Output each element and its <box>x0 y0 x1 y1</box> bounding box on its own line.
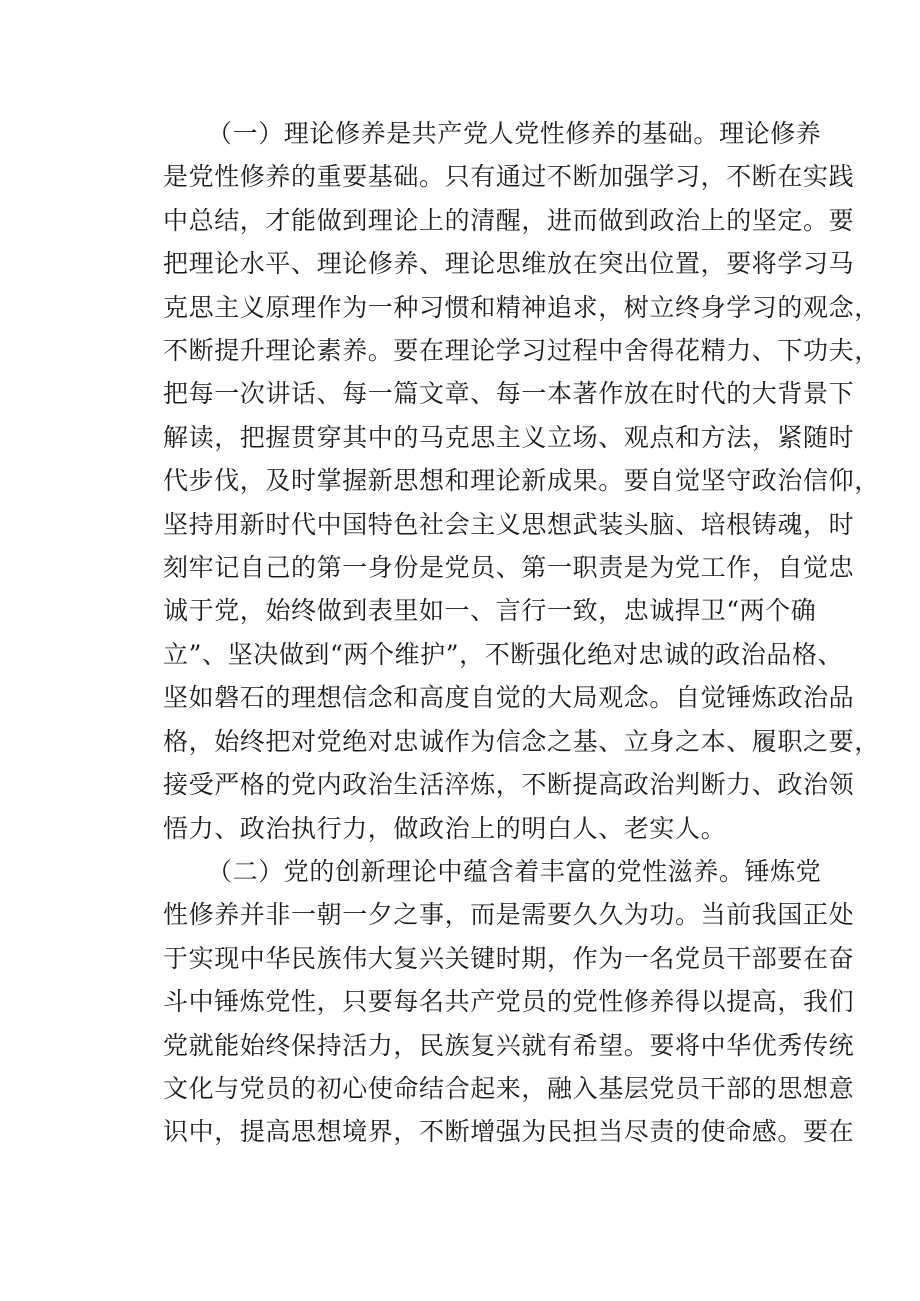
text-line: 斗中锤炼党性，只要每名共产党员的党性修养得以提高，我们 <box>163 987 855 1017</box>
text-line: 坚持用新时代中国特色社会主义思想武装头脑、培根铸魂，时 <box>163 509 855 539</box>
paragraph-1 <box>163 112 880 850</box>
text-line: 不断提升理论素养。要在理论学习过程中舍得花精力、下功夫， <box>163 336 880 366</box>
text-line: 格，始终把对党绝对忠诚作为信念之基、立身之本、履职之要， <box>163 726 880 756</box>
text-line: 文化与党员的初心使命结合起来，融入基层党员干部的思想意 <box>163 1073 855 1103</box>
text-line: 诚于党，始终做到表里如一、言行一致，忠诚捍卫“两个确 <box>163 596 817 626</box>
text-line: 把理论水平、理论修养、理论思维放在突出位置，要将学习马 <box>163 249 855 279</box>
text-line: 克思主义原理作为一种习惯和精神追求，树立终身学习的观念， <box>163 292 880 322</box>
document-body <box>163 112 880 1154</box>
text-line: 性修养并非一朝一夕之事，而是需要久久为功。当前我国正处 <box>163 900 855 930</box>
text-line: 刻牢记自己的第一身份是党员、第一职责是为党工作，自觉忠 <box>163 553 855 583</box>
text-line: 于实现中华民族伟大复兴关键时期，作为一名党员干部要在奋 <box>163 943 855 973</box>
text-line: 坚如磐石的理想信念和高度自觉的大局观念。自觉锤炼政治品 <box>163 683 855 713</box>
text-line: 解读，把握贯穿其中的马克思主义立场、观点和方法，紧随时 <box>163 422 855 452</box>
text-line: 识中，提高思想境界，不断增强为民担当尽责的使命感。要在 <box>163 1117 855 1147</box>
text-line: 党就能始终保持活力，民族复兴就有希望。要将中华优秀传统 <box>163 1030 855 1060</box>
text-line: 接受严格的党内政治生活淬炼，不断提高政治判断力、政治领 <box>163 770 855 800</box>
text-line: 是党性修养的重要基础。只有通过不断加强学习，不断在实践 <box>163 162 855 192</box>
text-line: （一）理论修养是共产党人党性修养的基础。理论修养 <box>207 119 822 148</box>
text-line: 悟力、政治执行力，做政治上的明白人、老实人。 <box>163 813 727 843</box>
text-line: 代步伐，及时掌握新思想和理论新成果。要自觉坚守政治信仰， <box>163 466 880 496</box>
text-line: （二）党的创新理论中蕴含着丰富的党性滋养。锤炼党 <box>207 856 822 886</box>
paragraph-2 <box>163 850 855 1154</box>
text-line: 立”、坚决做到“两个维护”，不断强化绝对忠诚的政治品格、 <box>163 639 844 669</box>
text-line: 中总结，才能做到理论上的清醒，进而做到政治上的坚定。要 <box>163 205 855 235</box>
text-line: 把每一次讲话、每一篇文章、每一本著作放在时代的大背景下 <box>163 379 855 409</box>
